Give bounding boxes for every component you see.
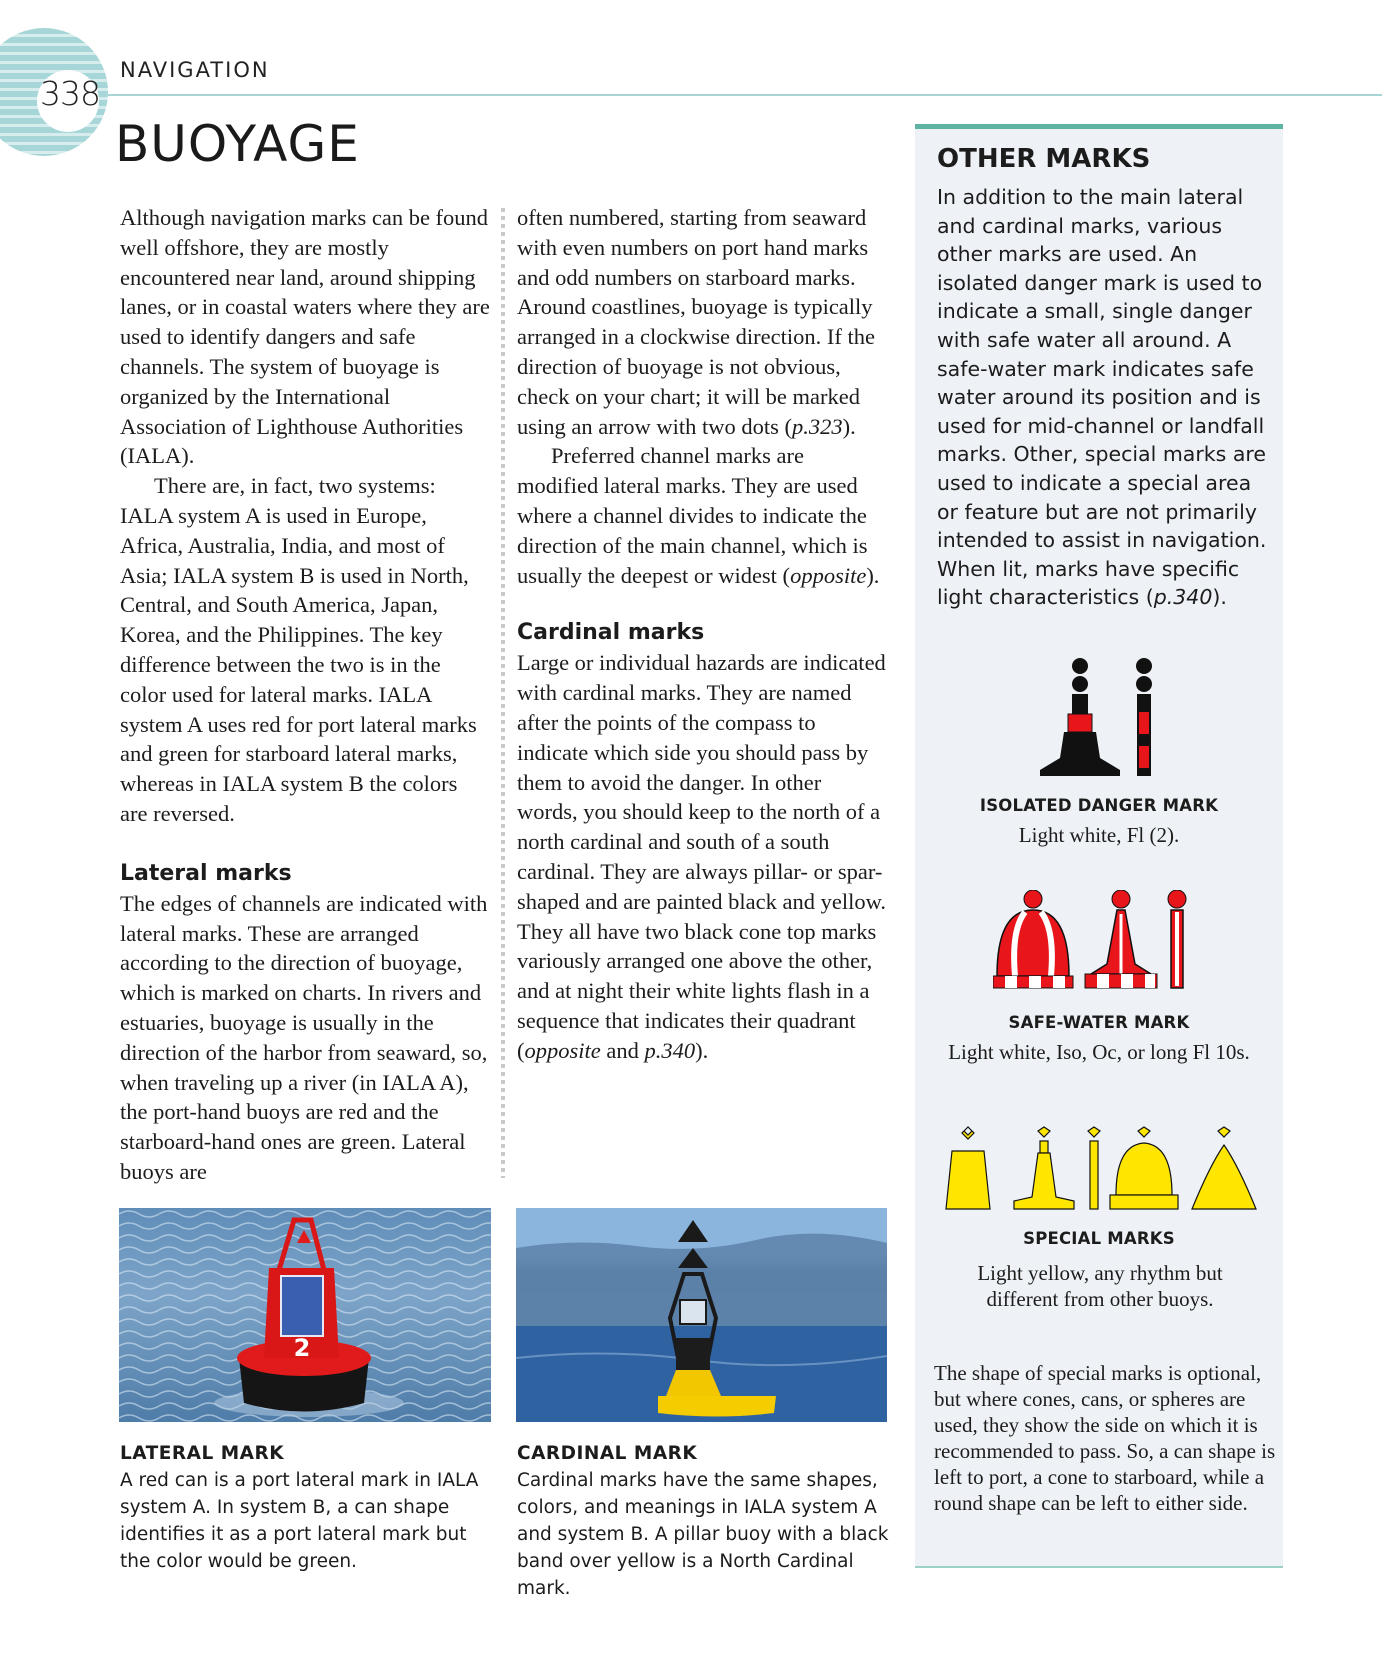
body-paragraph: Although navigation marks can be found well offshore, they are mostly encountered near land, around shipping lanes, or in coastal waters where they are used to identify dangers and safe channels. The system of buoyage is organized by the International Association of Lighthouse Authorities (IALA). bbox=[120, 205, 490, 469]
body-paragraph: often numbered, starting from seaward with even numbers on port hand marks and odd numbers on starboard marks. bbox=[517, 205, 869, 290]
caption-text: A red can is a port lateral mark in IALA system A. In system B, a can shape identifies it as a port lateral mark but the color would be green. bbox=[120, 1470, 479, 1572]
lateral-buoy-illustration bbox=[119, 1208, 491, 1422]
special-marks-icon bbox=[940, 1125, 1260, 1211]
sidebar-intro: In addition to the main lateral and cardinal marks, various other marks are used. An isolated danger mark is used to indicate a small, single danger with safe water all around. A safe-water mark indicates safe water around its position and is used for mid-channel or landfall marks. Other, special marks are used to indicate a special area or feature but are not primarily intended to assist in navigation. When lit, marks have specific light characteristics (p.340). bbox=[937, 185, 1267, 610]
body-paragraph: Around coastlines, buoyage is typically arranged in a clockwise direction. If the direction of buoyage is not obvious, check on your chart; it will be marked using an arrow with two dots (p.323). bbox=[517, 294, 875, 439]
safe-water-mark-label: SAFE-WATER MARK bbox=[1008, 1013, 1190, 1032]
body-paragraph: Preferred channel marks are modified lateral marks. They are used where a channel divides to indicate the direction of the main channel, which is usually the deepest or widest (opposite). bbox=[517, 443, 880, 588]
lateral-mark-photo bbox=[119, 1208, 491, 1422]
isolated-danger-mark-label: ISOLATED DANGER MARK bbox=[979, 796, 1219, 815]
svg-text:2: 2 bbox=[293, 1334, 311, 1362]
body-paragraph: Large or individual hazards are indicated with cardinal marks. They are named after the points of the compass to indicate which side you should pass by them to avoid the danger. In other words, you should keep to the north of a north cardinal and south of a south cardinal. They are always pillar- or spar-shaped and are painted black and yellow. They all have two black cone top marks variously arranged one above the other, and at night their white lights flash in a sequence that indicates their quadrant (opposite and p.340). bbox=[517, 650, 887, 1063]
page-number: 338 bbox=[40, 74, 100, 113]
section-label: NAVIGATION bbox=[120, 58, 270, 82]
page-reference: p.323 bbox=[791, 413, 843, 439]
page-reference: opposite bbox=[524, 1037, 601, 1063]
isolated-danger-mark-desc: Light white, Fl (2). bbox=[1018, 823, 1180, 847]
sidebar-footer-text: The shape of special marks is optional, but where cones, cans, or spheres are used, they show the side on which it is recommended to pass. So, a can shape is left to port, a cone to starboard, while a round shape can be left to either side. bbox=[934, 1361, 1276, 1515]
cardinal-buoy-illustration bbox=[516, 1208, 887, 1422]
body-paragraph: The edges of channels are indicated with lateral marks. These are arranged according to the direction of buoyage, which is marked on charts. In rivers and estuaries, buoyage is usually in the direction of the harbor from seaward, so, when traveling up a river (in IALA A), the port-hand buoys are red and the starboard-hand ones are green. Lateral buoys are bbox=[120, 890, 488, 1184]
page-reference: opposite bbox=[790, 562, 867, 588]
sidebar-title: OTHER MARKS bbox=[937, 144, 1151, 174]
caption-text: Cardinal marks have the same shapes, colors, and meanings in IALA system A and system B. A pillar buoy with a black band over yellow is a North Cardinal mark. bbox=[517, 1470, 889, 1599]
header-rule bbox=[108, 94, 1382, 96]
safe-water-mark-icon bbox=[993, 890, 1223, 990]
page-reference: p.340 bbox=[1153, 585, 1213, 610]
special-marks-label: SPECIAL MARKS bbox=[1023, 1229, 1175, 1248]
lateral-marks-heading: Lateral marks bbox=[120, 860, 292, 886]
safe-water-mark-desc: Light white, Iso, Oc, or long Fl 10s. bbox=[948, 1040, 1250, 1064]
cardinal-marks-heading: Cardinal marks bbox=[517, 620, 705, 646]
isolated-danger-mark-icon bbox=[1040, 658, 1170, 780]
body-column-2 bbox=[517, 203, 887, 1066]
cardinal-mark-caption bbox=[517, 1440, 897, 1602]
cardinal-mark-photo bbox=[516, 1208, 887, 1422]
special-marks-desc: Light yellow, any rhythm but different from other buoys. bbox=[977, 1261, 1223, 1311]
lateral-mark-caption bbox=[120, 1440, 500, 1575]
sidebar-top-rule bbox=[915, 124, 1283, 129]
sidebar-bottom-rule bbox=[915, 1566, 1283, 1568]
page-title: BUOYAGE bbox=[115, 115, 360, 173]
caption-title: LATERAL MARK bbox=[120, 1443, 285, 1464]
body-paragraph: There are, in fact, two systems: IALA system A is used in Europe, Africa, Australia, India, and most of Asia; IALA system B is used in North, Central, and South America, Japan, Korea, and the Philippines. The key difference between the two is in the color used for lateral marks. IALA system A uses red for port lateral marks and green for starboard lateral marks, whereas in IALA system B the colors are reversed. bbox=[120, 473, 477, 826]
page-reference: p.340 bbox=[644, 1037, 696, 1063]
column-divider bbox=[501, 208, 505, 1178]
caption-title: CARDINAL MARK bbox=[517, 1443, 698, 1464]
body-column-1 bbox=[120, 203, 490, 1187]
